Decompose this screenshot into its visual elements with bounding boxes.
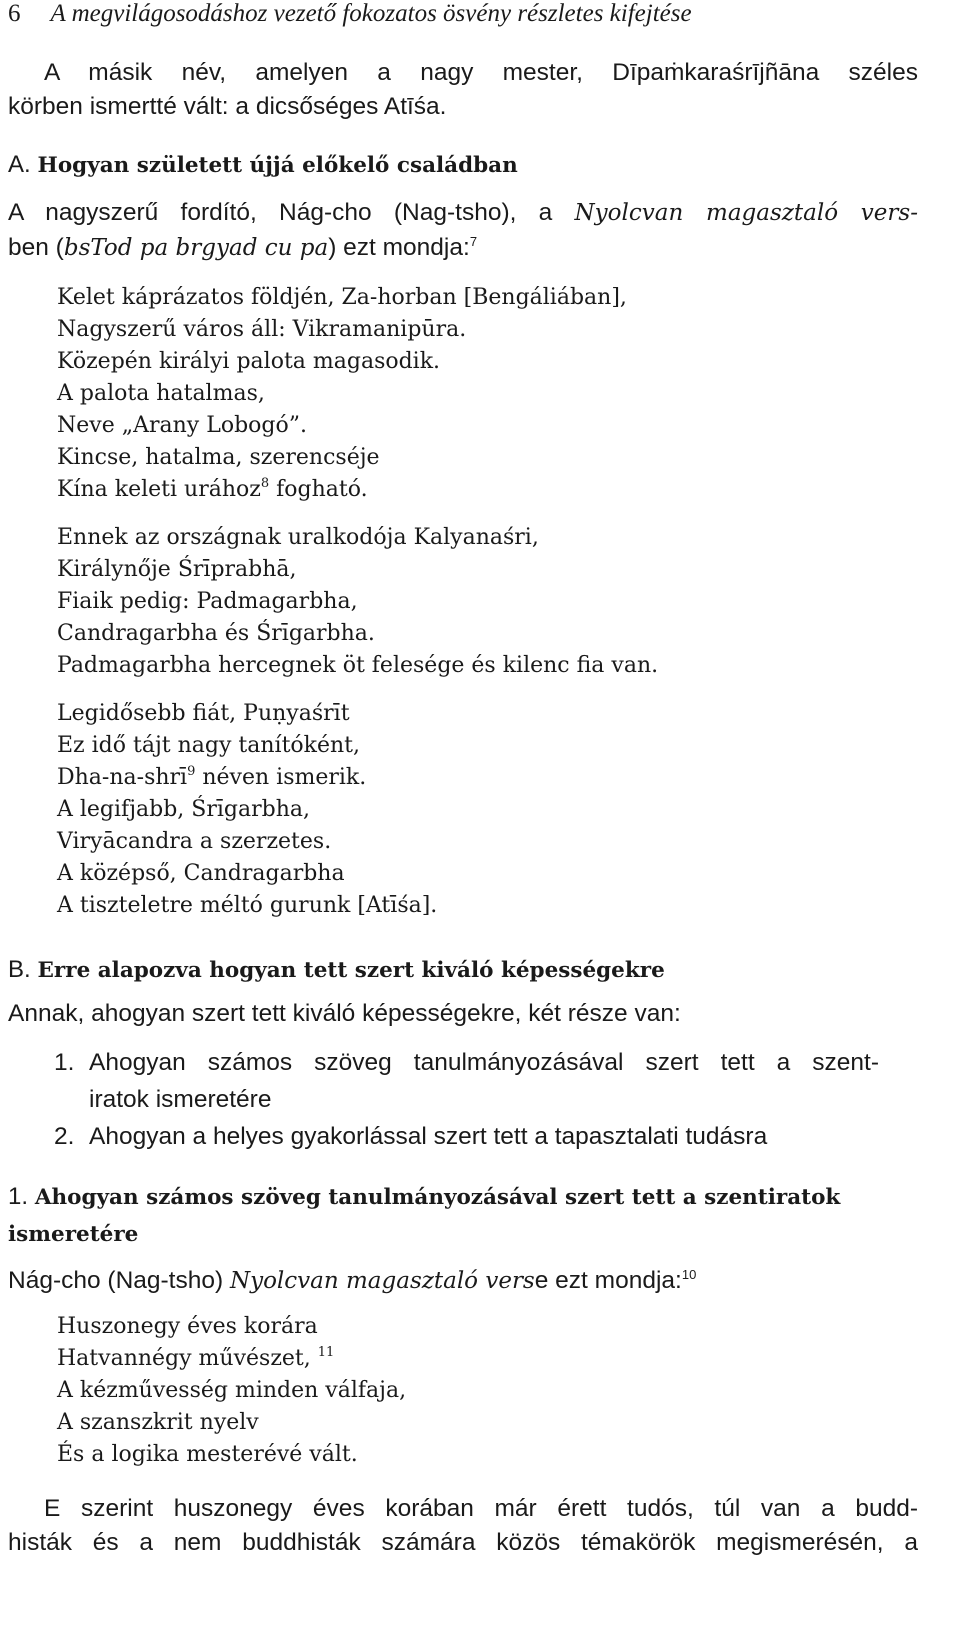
section-1-label: 1. <box>8 1183 29 1210</box>
section-1-title-line-1: Ahogyan számos szöveg tanulmányozásával szert tett a szentiratok <box>34 1185 841 1210</box>
list-item-2-number: 2. <box>54 1123 75 1150</box>
section-a-title: Hogyan született újjá előkelő családban <box>37 153 518 178</box>
verse-line: Kincse, hatalma, szerencséje <box>57 445 380 470</box>
verse-line: Candragarbha és Śrīgarbha. <box>57 621 375 646</box>
text-run: ) ezt mondja: <box>328 234 470 261</box>
verse-line: És a logika mesterévé vált. <box>57 1442 358 1467</box>
section-1-paragraph <box>8 1266 696 1296</box>
verse-line: A középső, Candragarbha <box>57 861 345 886</box>
section-1-heading <box>8 1183 840 1212</box>
list-item-2-line-1: Ahogyan a helyes gyakorlással szert tett a tapasztalati tudásra <box>89 1123 768 1150</box>
verse-line: Ez idő tájt nagy tanítóként, <box>57 733 361 758</box>
text-run: fogható. <box>269 477 368 502</box>
verse-line: Kelet káprázatos földjén, Za-horban [Bengáliában], <box>57 285 627 310</box>
text-run: Kína keleti urához <box>57 477 261 502</box>
running-title: A megvilágosodáshoz vezető fokozatos ösvény részletes kifejtése <box>50 0 692 27</box>
verse-line: A kézművesség minden válfaja, <box>57 1378 407 1403</box>
closing-line-2: histák és a nem buddhisták számára közös témakörök megismerésén, a <box>8 1529 918 1556</box>
page-number: 6 <box>8 0 21 27</box>
verse-line: A tiszteletre méltó gurunk [Atīśa]. <box>57 893 438 918</box>
verse-line: Fiaik pedig: Padmagarbha, <box>57 589 358 614</box>
verse-line: A palota hatalmas, <box>57 381 265 406</box>
footnote-marker: 11 <box>317 1345 335 1360</box>
verse-line: Ennek az országnak uralkodója Kalyanaśri, <box>57 525 539 550</box>
section-a-heading <box>8 151 518 180</box>
footnote-marker: 8 <box>260 476 270 491</box>
section-a-paragraph-line-1 <box>8 198 918 228</box>
verse-line: Huszonegy éves korára <box>57 1314 318 1339</box>
footnote-marker: 10 <box>681 1267 697 1282</box>
section-b-heading <box>8 956 665 985</box>
text-run: Hatvannégy művészet, <box>57 1346 311 1371</box>
verse-line: Közepén királyi palota magasodik. <box>57 349 441 374</box>
verse-line: A legifjabb, Śrīgarbha, <box>57 797 310 822</box>
intro-line-2: körben ismertté vált: a dicsőséges Atīśa. <box>8 93 447 120</box>
italic-title: Nyolcvan magasztaló vers- <box>574 200 918 226</box>
text-run: Nág-cho (Nag-tsho) <box>8 1267 230 1294</box>
section-b-title: Erre alapozva hogyan tett szert kiváló képességekre <box>37 958 665 983</box>
verse-line: A szanszkrit nyelv <box>57 1410 259 1435</box>
verse-line: Legidősebb fiát, Puṇyaśrīt <box>57 701 350 726</box>
italic-title: Nyolcvan magasztaló vers <box>229 1268 535 1294</box>
verse-line <box>57 764 366 792</box>
text-run: néven ismerik. <box>195 765 367 790</box>
verse-line: Királynője Śrīprabhā, <box>57 557 297 582</box>
footnote-marker: 7 <box>469 234 478 249</box>
section-a-label: A. <box>8 151 31 178</box>
section-1-heading-cont <box>8 1221 138 1249</box>
text-run: ben ( <box>8 234 64 261</box>
section-b-intro: Annak, ahogyan szert tett kiváló képességekre, két része van: <box>8 1000 681 1027</box>
closing-line-1: E szerint huszonegy éves korában már érett tudós, túl van a budd- <box>44 1495 918 1522</box>
italic-title: bsTod pa brgyad cu pa <box>63 235 329 261</box>
intro-line-1: A másik név, amelyen a nagy mester, Dīpaṁkaraśrījñāna széles <box>44 59 918 86</box>
running-head <box>8 0 692 28</box>
text-run: A nagyszerű fordító, Nág-cho (Nag-tsho), a <box>8 199 575 226</box>
verse-line: Nagyszerű város áll: Vikramanipūra. <box>57 317 467 342</box>
text-run: e ezt mondja: <box>534 1267 682 1294</box>
verse-line: Neve „Arany Lobogó”. <box>57 413 307 438</box>
section-a-paragraph-line-2 <box>8 233 477 263</box>
list-item-1-line-2: iratok ismeretére <box>89 1086 272 1113</box>
list-item-1-line-1: Ahogyan számos szöveg tanulmányozásával szert tett a szent- <box>89 1049 879 1076</box>
footnote-marker: 9 <box>187 764 196 779</box>
verse-line <box>57 476 368 504</box>
verse-line <box>57 1345 334 1373</box>
list-item-1-number: 1. <box>54 1049 75 1076</box>
section-b-label: B. <box>8 956 31 983</box>
section-1-title-line-2: ismeretére <box>8 1222 139 1247</box>
verse-line: Padmagarbha hercegnek öt felesége és kilenc fia van. <box>57 653 659 678</box>
verse-line: Viryācandra a szerzetes. <box>57 829 332 854</box>
text-run: Dha-na-shrī <box>57 765 188 790</box>
